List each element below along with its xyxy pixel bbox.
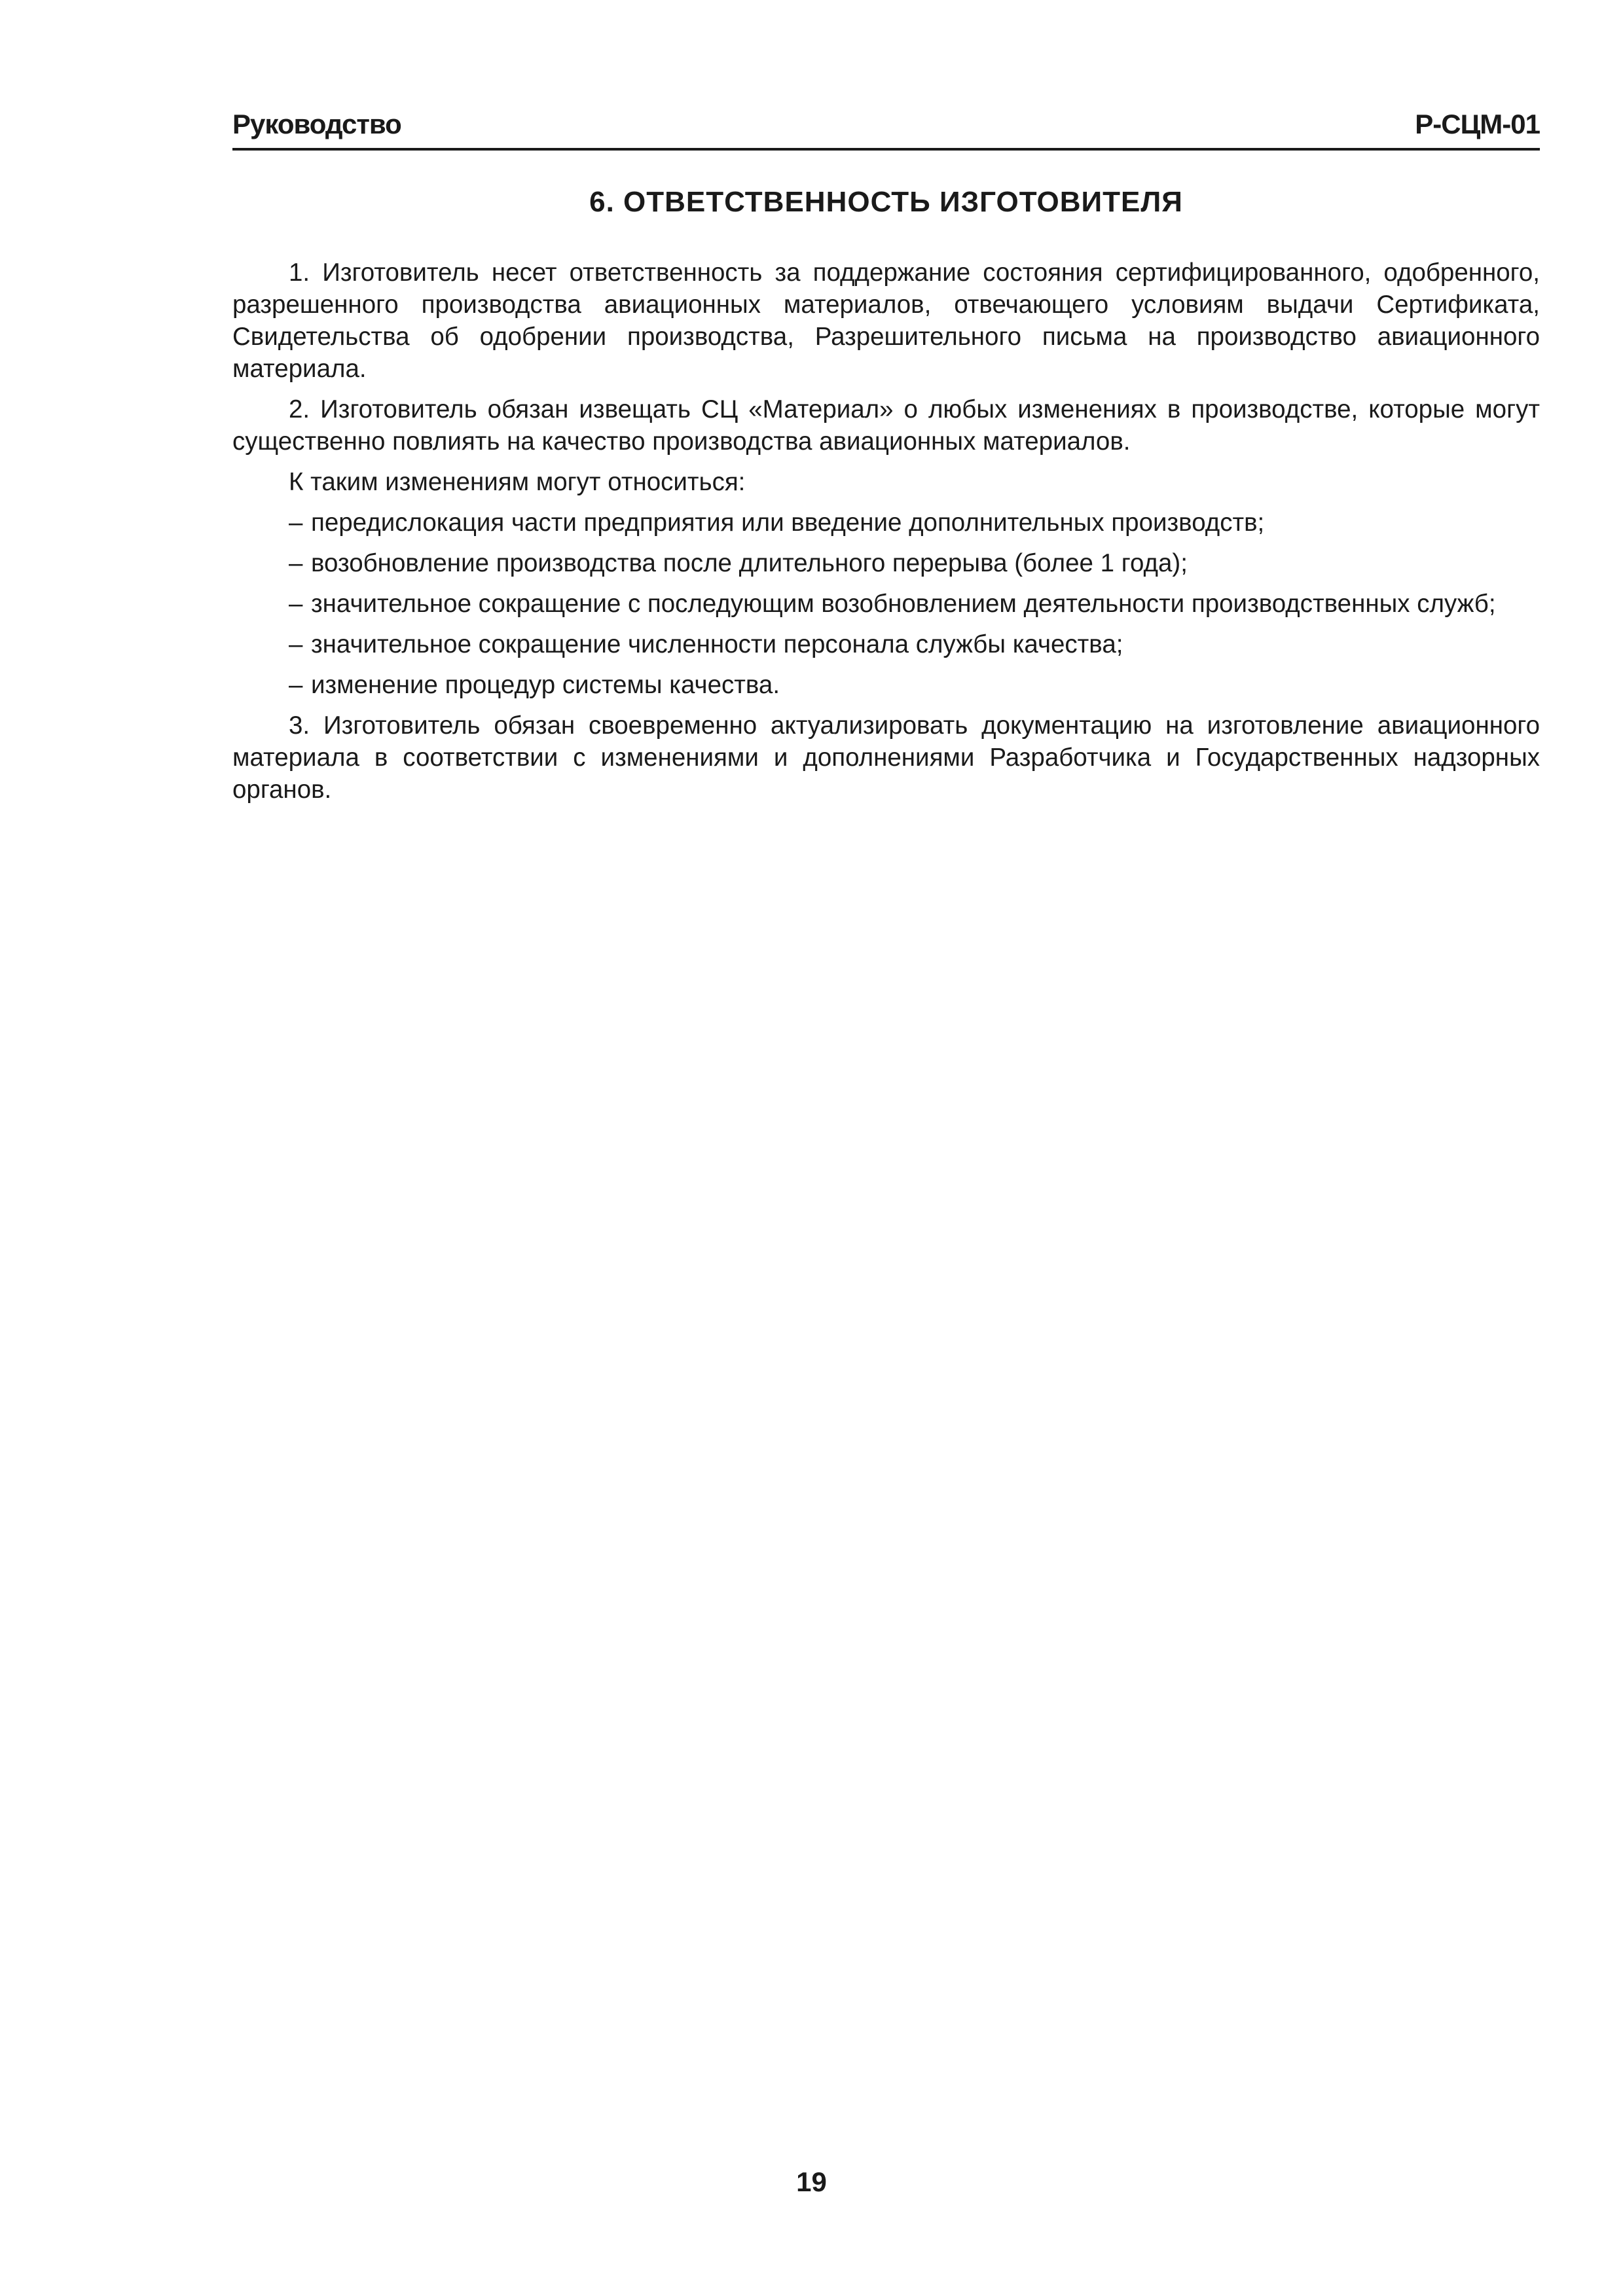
list-item-text: возобновление производства после длительного перерыва (более 1 года);	[311, 549, 1188, 577]
list-item-text: изменение процедур системы качества.	[311, 671, 780, 699]
list-item	[232, 588, 1540, 620]
page-number: 19	[796, 2166, 827, 2197]
list-dash: –	[289, 590, 303, 618]
list-item	[232, 628, 1540, 660]
running-header	[232, 103, 1540, 151]
list-dash: –	[289, 509, 303, 537]
section-title: 6. ОТВЕТСТВЕННОСТЬ ИЗГОТОВИТЕЛЯ	[589, 186, 1183, 218]
changes-list	[232, 507, 1540, 701]
section-body	[232, 257, 1540, 814]
list-item-text: значительное сокращение численности персонала службы качества;	[311, 630, 1123, 658]
paragraph-changes-intro: К таким изменениям могут относиться:	[289, 468, 746, 496]
paragraph-2: 2. Изготовитель обязан извещать СЦ «Материал» о любых изменениях в производстве, которые могут существенно повлиять на качество производства авиационных материалов.	[232, 395, 1540, 456]
list-item-text: значительное сокращение с последующим возобновлением деятельности производственных служб;	[311, 590, 1496, 618]
list-dash: –	[289, 549, 303, 577]
list-dash: –	[289, 630, 303, 658]
list-dash: –	[289, 671, 303, 699]
paragraph-3: 3. Изготовитель обязан своевременно актуализировать документацию на изготовление авиационного материала в соответствии с изменениями и дополнениями Разработчика и Государственных надзорных органов.	[232, 711, 1540, 804]
header-document-type: Руководство	[232, 109, 401, 139]
list-item	[232, 547, 1540, 579]
list-item	[232, 669, 1540, 701]
paragraph-1: 1. Изготовитель несет ответственность за поддержание состояния сертифицированного, одобренного, разрешенного производства авиационных материалов, отвечающего условиям выдачи Сертификата, Свидетельства об одобрении производства, Разрешительного письма на производство авиационного материала.	[232, 259, 1540, 383]
header-document-code: Р-СЦМ-01	[1415, 109, 1540, 139]
list-item	[232, 507, 1540, 539]
list-item-text: передислокация части предприятия или введение дополнительных производств;	[311, 509, 1265, 537]
